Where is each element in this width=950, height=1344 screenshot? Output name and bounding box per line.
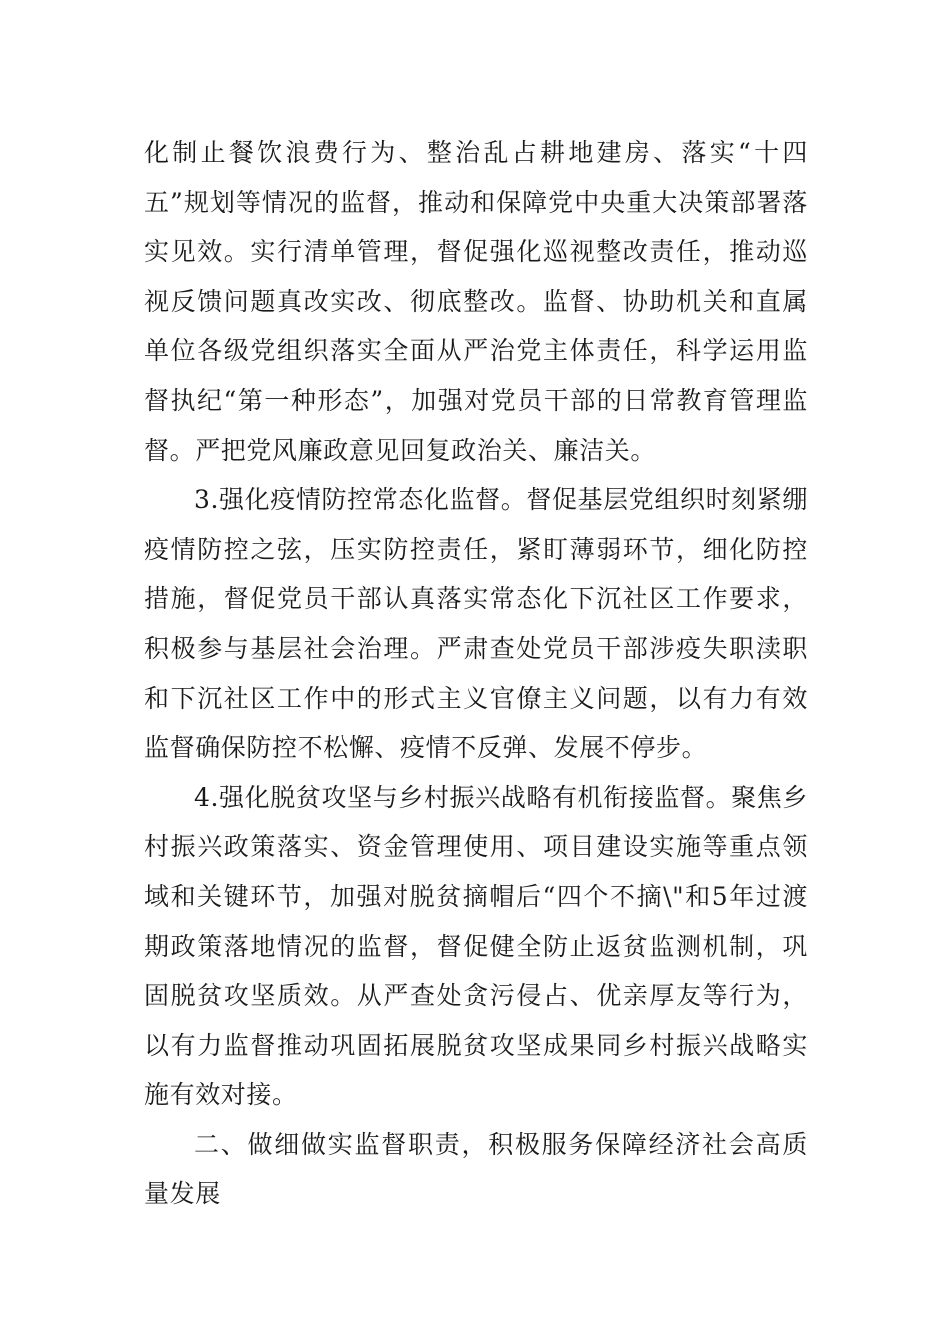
section-heading-2: 二、做细做实监督职责，积极服务保障经济社会高质量发展 xyxy=(144,1129,808,1209)
document-body xyxy=(144,128,808,1219)
paragraph-continuation: 化制止餐饮浪费行为、整治乱占耕地建房、落实“十四五”规划等情况的监督，推动和保障党中央重大决策部署落实见效。实行清单管理，督促强化巡视整改责任，推动巡视反馈问题真改实改、彻底整改。监督、协助机关和直属单位各级党组织落实全面从严治党主体责任，科学运用监督执纪“第一种形态”，加强对党员干部的日常教育管理监督。严把党风廉政意见回复政治关、廉洁关。 xyxy=(144,138,808,465)
paragraph-item-4: 4.强化脱贫攻坚与乡村振兴战略有机衔接监督。聚焦乡村振兴政策落实、资金管理使用、项目建设实施等重点领域和关键环节，加强对脱贫摘帽后“四个不摘\"和5年过渡期政策落地情况的监督，督促健全防止返贫监测机制，巩固脱贫攻坚质效。从严查处贪污侵占、优亲厚友等行为，以有力监督推动巩固拓展脱贫攻坚成果同乡村振兴战略实施有效对接。 xyxy=(144,782,808,1110)
paragraph-item-3: 3.强化疫情防控常态化监督。督促基层党组织时刻紧绷疫情防控之弦，压实防控责任，紧盯薄弱环节，细化防控措施，督促党员干部认真落实常态化下沉社区工作要求，积极参与基层社会治理。严肃查处党员干部涉疫失职渎职和下沉社区工作中的形式主义官僚主义问题，以有力有效监督确保防控不松懈、疫情不反弹、发展不停步。 xyxy=(144,485,808,763)
